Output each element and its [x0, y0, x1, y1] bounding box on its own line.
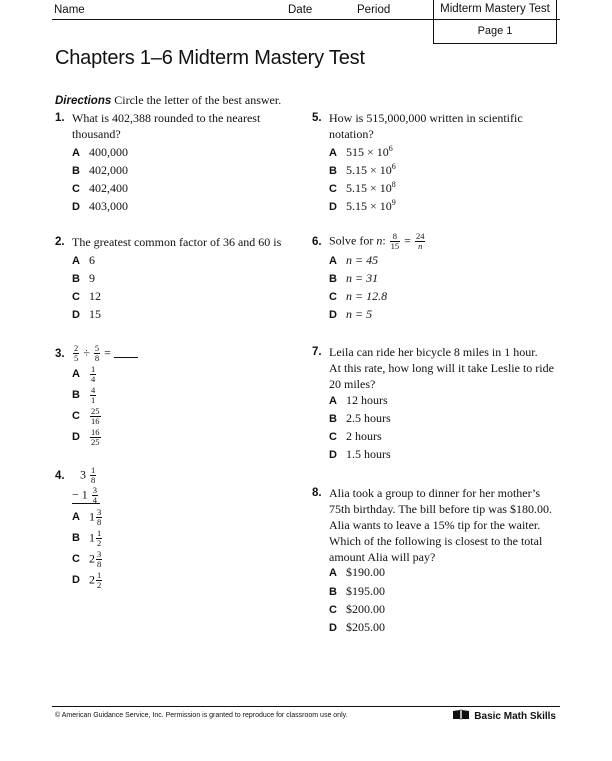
question-number: 2. — [55, 236, 65, 248]
q5-option-a[interactable] — [329, 144, 393, 161]
option-letter: B — [72, 273, 80, 285]
option-text: n = 45 — [346, 253, 379, 267]
q1-option-a[interactable] — [72, 144, 128, 161]
q7-option-c[interactable] — [329, 428, 382, 445]
test-label: Midterm Mastery Test — [434, 0, 556, 20]
question-stem-line: 75th birthday. The bill before tip was $180.00. — [329, 502, 552, 516]
option-letter: A — [329, 147, 337, 159]
exponent: 6 — [391, 162, 396, 171]
option-letter: D — [329, 201, 337, 213]
question-stem-line: The greatest common factor of 36 and 60 is — [72, 235, 282, 249]
option-letter: A — [329, 395, 337, 407]
brand-name: Basic Math Skills — [474, 711, 556, 722]
copyright-notice: © American Guidance Service, Inc. Permission is granted to reproduce for classroom use only. — [55, 712, 348, 719]
option-text: $205.00 — [346, 620, 385, 634]
option-whole: 2 — [89, 572, 95, 587]
question-number: 4. — [55, 470, 65, 482]
option-letter: B — [329, 165, 337, 177]
q1-option-c[interactable] — [72, 180, 128, 197]
q7-option-d[interactable] — [329, 446, 391, 463]
option-letter: B — [72, 389, 80, 402]
option-letter: D — [329, 449, 337, 461]
date-label: Date — [288, 4, 313, 16]
name-label: Name — [54, 4, 85, 16]
question-5 — [312, 110, 562, 142]
option-text: 5.15 × 10 — [346, 199, 392, 213]
option-letter: C — [329, 291, 337, 303]
q6-option-c[interactable] — [329, 288, 387, 305]
fraction: $\frac{1}{2}$ — [97, 570, 102, 590]
directions-label: Directions — [55, 95, 112, 107]
q5-option-d[interactable] — [329, 198, 396, 215]
option-letter: D — [72, 431, 80, 444]
q1-option-b[interactable] — [72, 162, 128, 179]
option-text: 402,000 — [89, 163, 128, 177]
q8-option-b[interactable] — [329, 583, 385, 600]
fraction: $\frac{1}{4}$ — [91, 364, 96, 384]
option-letter: C — [72, 183, 80, 195]
fraction: $\frac{3}{8}$ — [97, 507, 102, 527]
option-text: 402,400 — [89, 181, 128, 195]
question-7 — [312, 344, 572, 392]
question-stem-line: What is 402,388 rounded to the nearest — [72, 111, 261, 125]
option-text: 400,000 — [89, 145, 128, 159]
q6-option-d[interactable] — [329, 306, 372, 323]
q8-option-d[interactable] — [329, 619, 385, 636]
option-text: n = 5 — [346, 307, 373, 321]
directions — [55, 93, 281, 108]
q2-option-c[interactable] — [72, 288, 101, 305]
fraction: $\frac{4}{1}$ — [91, 385, 96, 405]
exponent: 9 — [391, 198, 396, 207]
q5-option-c[interactable] — [329, 180, 396, 197]
question-number: 1. — [55, 112, 65, 124]
q3-option-a[interactable] — [72, 365, 97, 384]
option-letter: B — [329, 413, 337, 425]
q2-option-a[interactable] — [72, 252, 95, 269]
question-stem-line: At this rate, how long will it take Leslie to ride — [329, 361, 554, 375]
question-stem-line: Which of the following is closest to the total — [329, 534, 543, 548]
option-letter: C — [72, 553, 80, 566]
q1-option-d[interactable] — [72, 198, 128, 215]
q2-option-b[interactable] — [72, 270, 95, 287]
option-letter: A — [72, 511, 80, 524]
q4-option-b[interactable] — [72, 529, 103, 548]
fraction: $\frac{5}{8}$ — [94, 343, 100, 363]
question-number: 7. — [312, 346, 322, 358]
question-stem-line: thousand? — [72, 127, 121, 141]
option-letter: C — [329, 604, 337, 616]
directions-text: Circle the letter of the best answer. — [114, 93, 282, 107]
question-stem-line: 20 miles? — [329, 377, 376, 391]
q8-option-c[interactable] — [329, 601, 385, 618]
option-text: 515 × 10 — [346, 145, 389, 159]
option-letter: C — [72, 410, 80, 423]
question-8 — [312, 485, 572, 565]
q3-option-d[interactable] — [72, 428, 102, 447]
question-stem-line: Leila can ride her bicycle 8 miles in 1 hour. — [329, 345, 538, 359]
fraction: $\frac{8}{15}$ — [390, 231, 400, 251]
option-text: n = 12.8 — [346, 289, 388, 303]
variable: n — [376, 233, 383, 248]
question-stem-line: notation? — [329, 127, 374, 141]
option-whole: 1 — [89, 530, 95, 545]
option-whole: 1 — [89, 509, 95, 524]
option-letter: C — [72, 291, 80, 303]
question-3 — [55, 344, 215, 363]
option-text: $195.00 — [346, 584, 385, 598]
question-stem-line: amount Alia will pay? — [329, 550, 436, 564]
question-stem-line: How is 515,000,000 written in scientific — [329, 111, 523, 125]
book-logo-icon — [452, 709, 470, 720]
option-letter: B — [329, 273, 337, 285]
exponent: 6 — [388, 144, 393, 153]
equals-sign: = — [404, 233, 411, 248]
q6-option-a[interactable] — [329, 252, 378, 269]
answer-blank — [114, 357, 138, 358]
option-letter: C — [329, 183, 337, 195]
fraction: $\frac{24}{n}$ — [415, 231, 425, 251]
option-text: 6 — [89, 253, 95, 267]
question-stem: Solve for — [329, 233, 374, 248]
option-letter: D — [329, 309, 337, 321]
option-text: 12 hours — [346, 393, 388, 407]
q3-option-c[interactable] — [72, 407, 102, 426]
q4-option-a[interactable] — [72, 508, 103, 527]
q3-option-b[interactable] — [72, 386, 97, 405]
option-whole: 2 — [89, 551, 95, 566]
question-number: 3. — [55, 348, 65, 360]
question-stem-line: Alia took a group to dinner for her mother’s — [329, 486, 541, 500]
option-text: 9 — [89, 271, 95, 285]
question-number: 6. — [312, 236, 322, 248]
option-text: $200.00 — [346, 602, 385, 616]
q6-option-b[interactable] — [329, 270, 378, 287]
option-letter: D — [72, 309, 80, 321]
q4-option-d[interactable] — [72, 571, 103, 590]
q7-option-b[interactable] — [329, 410, 391, 427]
question-number: 8. — [312, 487, 322, 499]
brand-mark — [452, 709, 556, 722]
subtraction-rule — [72, 503, 100, 504]
q4-option-c[interactable] — [72, 550, 103, 569]
question-stem-line: Alia wants to leave a 15% tip for the waiter. — [329, 518, 541, 532]
fraction: $\frac{16}{25}$ — [91, 427, 100, 447]
option-letter: B — [72, 165, 80, 177]
q2-option-d[interactable] — [72, 306, 101, 323]
option-letter: C — [329, 431, 337, 443]
option-text: 5.15 × 10 — [346, 181, 392, 195]
option-text: n = 31 — [346, 271, 379, 285]
option-letter: B — [72, 532, 80, 545]
option-letter: D — [329, 622, 337, 634]
equals-sign: = — [104, 345, 111, 360]
exponent: 8 — [391, 180, 396, 189]
footer-rule — [52, 706, 560, 707]
option-letter: A — [72, 368, 80, 381]
q5-option-b[interactable] — [329, 162, 396, 179]
option-letter: A — [329, 255, 337, 267]
option-text: 15 — [89, 307, 101, 321]
mixed-number-bottom: − 1 $\frac{3}{4}$ — [72, 485, 98, 505]
test-info-box — [433, 0, 557, 44]
fraction: $\frac{3}{8}$ — [97, 549, 102, 569]
operator: ÷ — [83, 345, 90, 360]
option-text: 1.5 hours — [346, 447, 391, 461]
option-letter: D — [72, 201, 80, 213]
option-letter: A — [72, 147, 80, 159]
fraction: $\frac{25}{16}$ — [91, 406, 100, 426]
page-title: Chapters 1–6 Midterm Mastery Test — [55, 47, 365, 69]
q7-option-a[interactable] — [329, 392, 388, 409]
option-text: 2 hours — [346, 429, 382, 443]
question-1 — [55, 110, 295, 142]
option-letter: A — [329, 567, 337, 579]
option-text: $190.00 — [346, 565, 385, 579]
option-text: 12 — [89, 289, 101, 303]
option-letter: A — [72, 255, 80, 267]
option-text: 5.15 × 10 — [346, 163, 392, 177]
fraction: $\frac{2}{5}$ — [74, 343, 79, 363]
option-letter: B — [329, 586, 337, 598]
page-label: Page 1 — [477, 25, 513, 37]
option-letter: D — [72, 574, 80, 587]
option-text: 2.5 hours — [346, 411, 391, 425]
option-text: 403,000 — [89, 199, 128, 213]
question-6: 6. Solve for n: $\frac{8}{15}$ = $\frac{24}{n}$ — [312, 231, 425, 251]
period-label: Period — [357, 4, 391, 16]
fraction: $\frac{1}{2}$ — [97, 528, 102, 548]
question-number: 5. — [312, 112, 322, 124]
q8-option-a[interactable] — [329, 564, 385, 581]
question-2 — [55, 234, 305, 250]
mixed-number-top: 3 $\frac{1}{8}$ — [80, 465, 96, 485]
